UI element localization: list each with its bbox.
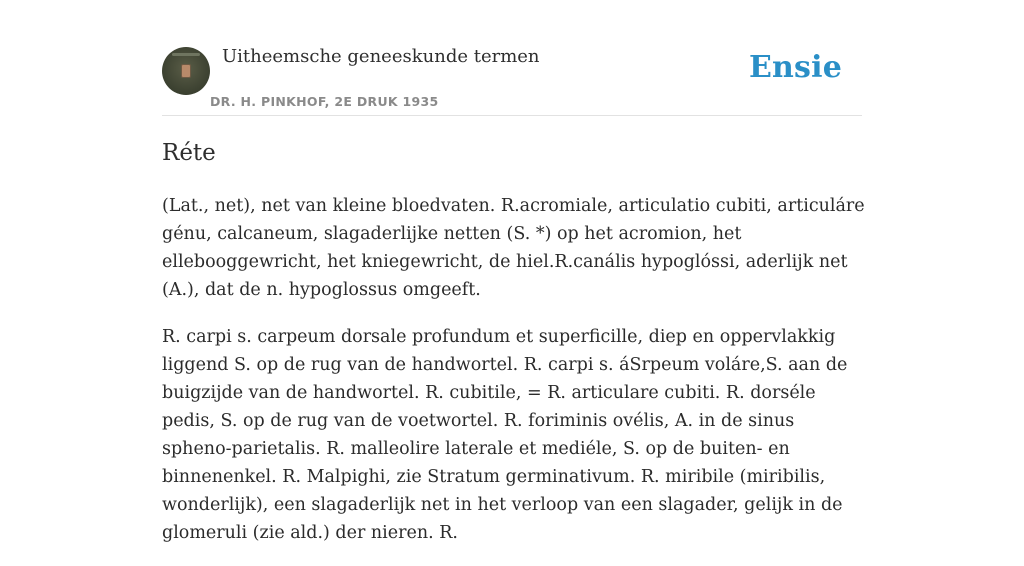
ensie-logo[interactable]: Ensie bbox=[748, 50, 842, 85]
cover-emblem bbox=[182, 65, 190, 77]
page bbox=[162, 0, 865, 543]
header bbox=[162, 0, 862, 116]
entry-term: Réte bbox=[162, 140, 216, 166]
dictionary-author: DR. H. PINKHOF, 2E DRUK 1935 bbox=[210, 94, 439, 109]
cover-band bbox=[172, 53, 200, 56]
entry-definition bbox=[162, 192, 868, 566]
dictionary-title[interactable]: Uitheemsche geneeskunde termen bbox=[222, 46, 540, 67]
definition-paragraph: R. carpi s. carpeum dorsale profundum et superficille, diep en oppervlakkig liggend S. op de rug van de handwortel. R. carpi s. áSrpeum voláre,S. aan de buigzijde van de handwortel. R. cubitile, = R. articulare cubiti. R. dorséle pedis, S. op de rug van de voetwortel. R. foriminis ovélis, A. in de sinus spheno-parietalis. R. malleolire laterale et mediéle, S. op de buiten- en binnenenkel. R. Malpighi, zie Stratum germinativum. R. miribile (miribilis, wonderlijk), een slagaderlijk net in het verloop van een slagader, gelijk in de glomeruli (zie ald.) der nieren. R. bbox=[162, 327, 848, 543]
definition-paragraph: (Lat., net), net van kleine bloedvaten. R.acromiale, articulatio cubiti, articuláre génu, calcaneum, slagaderlijke netten (S. *) op het acromion, het ellebooggewricht, het kniegewricht, de hiel.R.canális hypoglóssi, aderlijk net (A.), dat de n. hypoglossus omgeeft. bbox=[162, 196, 865, 300]
book-cover-icon[interactable] bbox=[162, 47, 210, 95]
